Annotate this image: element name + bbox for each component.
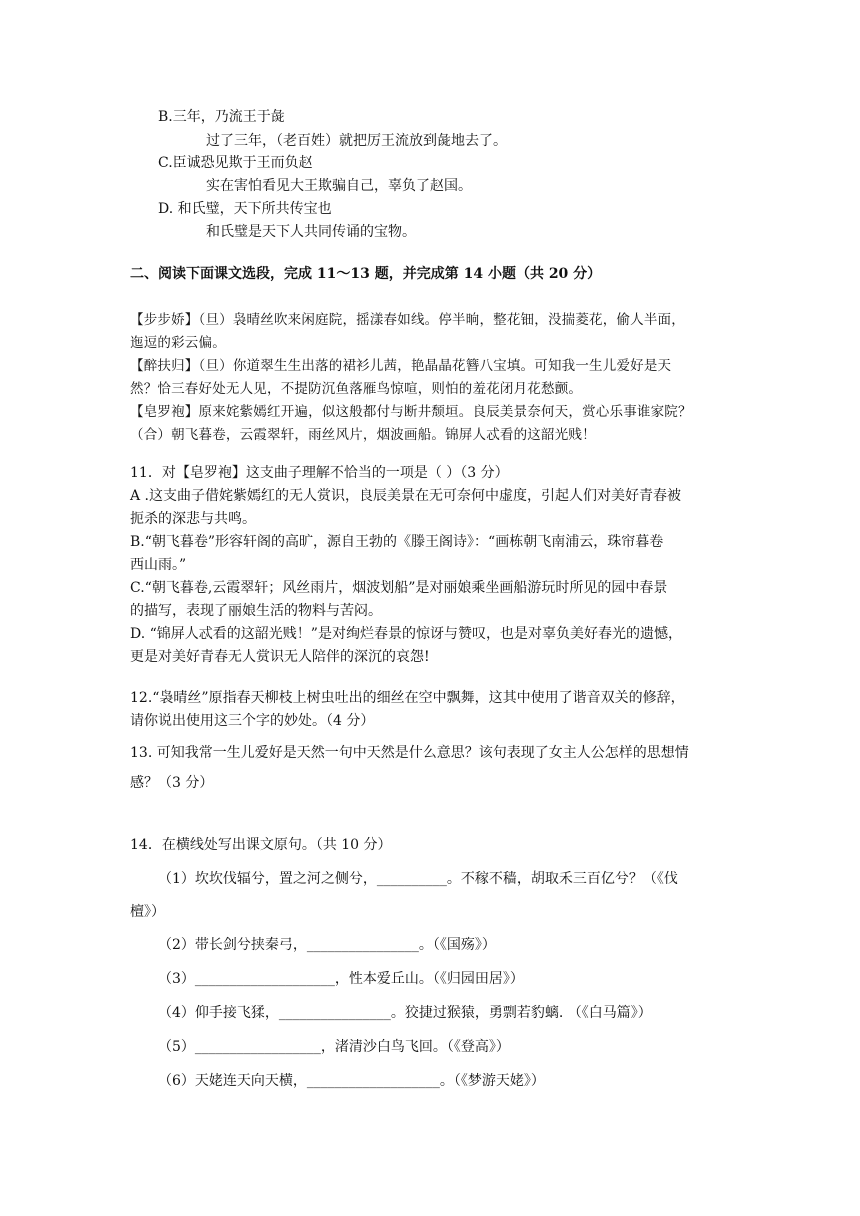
question-11-option-b: B.“朝飞暮卷”形容轩阁的高旷，源自王勃的《滕王阁诗》：“画栋朝飞南浦云，珠帘暮卷 <box>130 534 664 550</box>
passage-line: 【醉扶归】（旦）你道翠生生出落的裙衫儿茜，艳晶晶花簪八宝填。可知我一生儿爱好是天 <box>130 358 672 374</box>
question-14-item-6: （6）天姥连天向天横，___________________。（《梦游天姥》） <box>158 1073 545 1089</box>
question-11-option-d-cont: 更是对美好青春无人赏识无人陪伴的深沉的哀怨! <box>130 649 430 665</box>
question-13-line: 13. 可知我常一生儿爱好是天然一句中天然是什么意思？该句表现了女主人公怎样的思想情 <box>130 745 689 761</box>
option-b-question: B.三年，乃流王于彘 <box>158 109 285 125</box>
question-14-item-1-cont: 檀》） <box>130 904 165 920</box>
question-11-option-d: D. “锦屏人忒看的这韶光贱！”是对绚烂春景的惊讶与赞叹，也是对辜负美好春光的遗憾， <box>130 626 682 642</box>
passage-line: 然？恰三春好处无人见，不提防沉鱼落雁鸟惊喧，则怕的羞花闭月花愁颤。 <box>130 381 583 397</box>
option-c-question: C.臣诚恐见欺于王而负赵 <box>158 155 313 171</box>
passage-line: 【步步娇】（旦）袅晴丝吹来闲庭院，摇漾春如线。停半晌，整花钿，没揣菱花，偷人半面， <box>130 312 685 328</box>
question-11-option-b-cont: 西山雨。” <box>130 557 187 573</box>
question-13-line: 感？（3 分） <box>130 775 214 791</box>
question-12-line: 12.“袅晴丝”原指春天柳枝上树虫吐出的细丝在空中飘舞，这其中使用了谐音双关的修辞， <box>130 690 685 706</box>
option-d-question: D. 和氏璧，天下所共传宝也 <box>158 201 332 217</box>
question-11-option-c-cont: 的描写，表现了丽娘生活的物料与苦闷。 <box>130 603 382 619</box>
passage-line: 【皂罗袍】原来姹紫嫣红开遍，似这般都付与断井颓垣。良辰美景奈何天，赏心乐事谁家院？ <box>130 404 692 420</box>
option-d-translation: 和氏璧是天下人共同传诵的宝物。 <box>206 224 416 240</box>
question-11-option-a: A .这支曲子借姹紫嫣红的无人赏识，良辰美景在无可奈何中虚度，引起人们对美好青春被 <box>130 488 682 504</box>
question-14-item-3: （3）____________________，性本爱丘山。（《归园田居》） <box>158 971 524 987</box>
question-14-item-5: （5）__________________，渚清沙白鸟飞回。（《登高》） <box>158 1039 510 1055</box>
question-14-item-2: （2）带长剑兮挟秦弓，________________。（《国殇》） <box>158 937 496 953</box>
section-2-title: 二、阅读下面课文选段，完成 11～13 题，并完成第 14 小题（共 20 分） <box>130 266 602 282</box>
passage-line: （合）朝飞暮卷，云霞翠轩，雨丝风片，烟波画船。锦屏人忒看的这韶光贱！ <box>130 427 596 443</box>
question-14-stem: 14．在横线处写出课文原句。（共 10 分） <box>130 837 392 853</box>
question-14-item-4: （4）仰手接飞猱，________________。狡捷过猴猿，勇剽若豹螭. （《白马篇》） <box>158 1005 652 1021</box>
option-b-translation: 过了三年，（老百姓）就把厉王流放到彘地去了。 <box>206 133 507 149</box>
passage-line: 迤逗的彩云偏。 <box>130 335 226 351</box>
question-12-line: 请你说出使用这三个字的妙处。（4 分） <box>130 713 375 729</box>
question-11-option-a-cont: 扼杀的深悲与共鸣。 <box>130 511 256 527</box>
option-c-translation: 实在害怕看见大王欺骗自己，辜负了赵国。 <box>206 178 472 194</box>
question-14-item-1: （1）坎坎伐辐兮，置之河之侧兮，__________。不稼不穑，胡取禾三百亿兮？（《伐 <box>158 871 678 887</box>
question-11-stem: 11．对【皂罗袍】这支曲子理解不恰当的一项是（ ）（3 分） <box>130 465 509 481</box>
question-11-option-c: C.“朝飞暮卷,云霞翠轩；风丝雨片，烟波划船”是对丽娘乘坐画船游玩时所见的园中春景 <box>130 580 668 596</box>
